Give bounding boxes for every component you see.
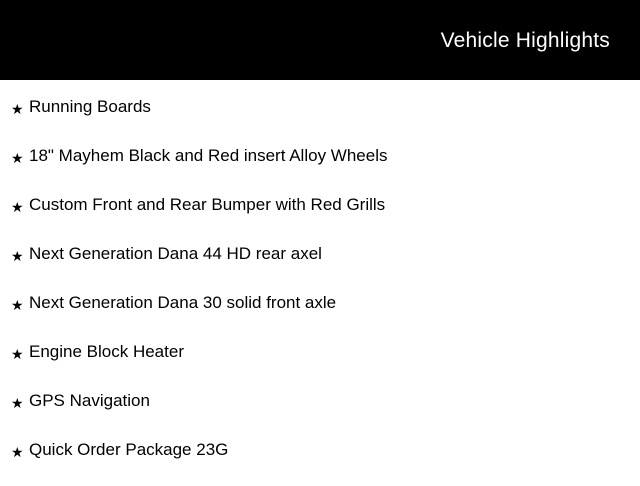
list-item — [0, 290, 640, 339]
list-item-label: Next Generation Dana 30 solid front axle — [29, 293, 337, 312]
star-icon: ★ — [11, 150, 24, 166]
list-item — [0, 241, 640, 290]
vehicle-highlights-list — [0, 80, 640, 486]
star-icon: ★ — [11, 297, 24, 313]
star-icon: ★ — [11, 395, 24, 411]
list-item — [0, 192, 640, 241]
list-item-label: Running Boards — [29, 97, 151, 116]
list-item — [0, 437, 640, 486]
list-item-label: Quick Order Package 23G — [29, 440, 229, 459]
list-item-label: 18" Mayhem Black and Red insert Alloy Wheels — [29, 146, 388, 165]
star-icon: ★ — [11, 346, 24, 362]
list-item-label: GPS Navigation — [29, 391, 150, 410]
list-item-label: Custom Front and Rear Bumper with Red Grills — [29, 195, 386, 214]
header-bar — [0, 0, 640, 80]
list-item — [0, 94, 640, 143]
list-item-label: Engine Block Heater — [29, 342, 184, 361]
list-item-label: Next Generation Dana 44 HD rear axel — [29, 244, 322, 263]
list-item — [0, 388, 640, 437]
list-item — [0, 143, 640, 192]
star-icon: ★ — [11, 248, 24, 264]
star-icon: ★ — [11, 444, 24, 460]
page-title: Vehicle Highlights — [440, 28, 610, 52]
star-icon: ★ — [11, 199, 24, 215]
star-icon: ★ — [11, 101, 24, 117]
list-item — [0, 339, 640, 388]
